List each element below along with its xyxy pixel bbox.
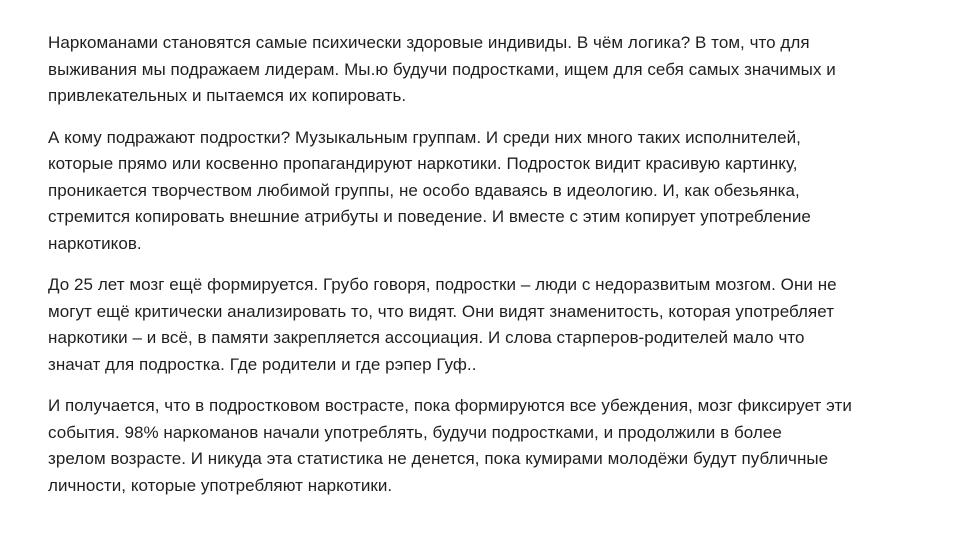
paragraph-line: наркотики – и всё, в памяти закрепляется ассоциация. И слова старперов-родителей мало что — [48, 328, 805, 347]
paragraph-line: Наркоманами становятся самые психически здоровые индивиды. В чём логика? В том, что для — [48, 33, 810, 52]
paragraph-line: могут ещё критически анализировать то, что видят. Они видят знаменитость, которая употребляет — [48, 301, 835, 321]
paragraph-line: стремится копировать внешние атрибуты и поведение. И вместе с этим копирует употребление — [48, 207, 811, 226]
paragraph-1 — [48, 30, 918, 110]
paragraph-line: И получается, что в подростковом вострасте, пока формируются все убеждения, мозг фиксирует эти — [48, 396, 852, 415]
paragraph-line: события. 98% наркоманов начали употреблять, будучи подростками, и продолжили в более — [48, 422, 782, 442]
paragraph-line: наркотиков. — [48, 233, 142, 253]
paragraph-line: А кому подражают подростки? Музыкальным группам. И среди них много таких исполнителей, — [48, 127, 801, 147]
paragraph-line: привлекательных и пытаемся их копировать. — [48, 86, 407, 105]
paragraph-3 — [48, 272, 918, 378]
paragraph-line: которые прямо или косвенно пропагандируют наркотики. Подросток видит красивую картинку, — [48, 154, 798, 173]
paragraph-2 — [48, 125, 918, 258]
paragraph-4 — [48, 393, 918, 499]
paragraph-line: личности, которые употребляют наркотики. — [48, 475, 393, 495]
document-body — [48, 30, 918, 514]
paragraph-line: зрелом возрасте. И никуда эта статистика не денется, пока кумирами молодёжи будут публичные — [48, 449, 829, 468]
paragraph-line: значат для подростка. Где родители и где рэпер Гуф.. — [48, 354, 477, 374]
paragraph-line: До 25 лет мозг ещё формируется. Грубо говоря, подростки – люди с недоразвитым мозгом. Они не — [48, 275, 837, 294]
paragraph-line: выживания мы подражаем лидерам. Мы.ю будучи подростками, ищем для себя самых значимых и — [48, 59, 836, 79]
paragraph-line: проникается творчеством любимой группы, не особо вдаваясь в идеологию. И, как обезьянка, — [48, 180, 800, 200]
